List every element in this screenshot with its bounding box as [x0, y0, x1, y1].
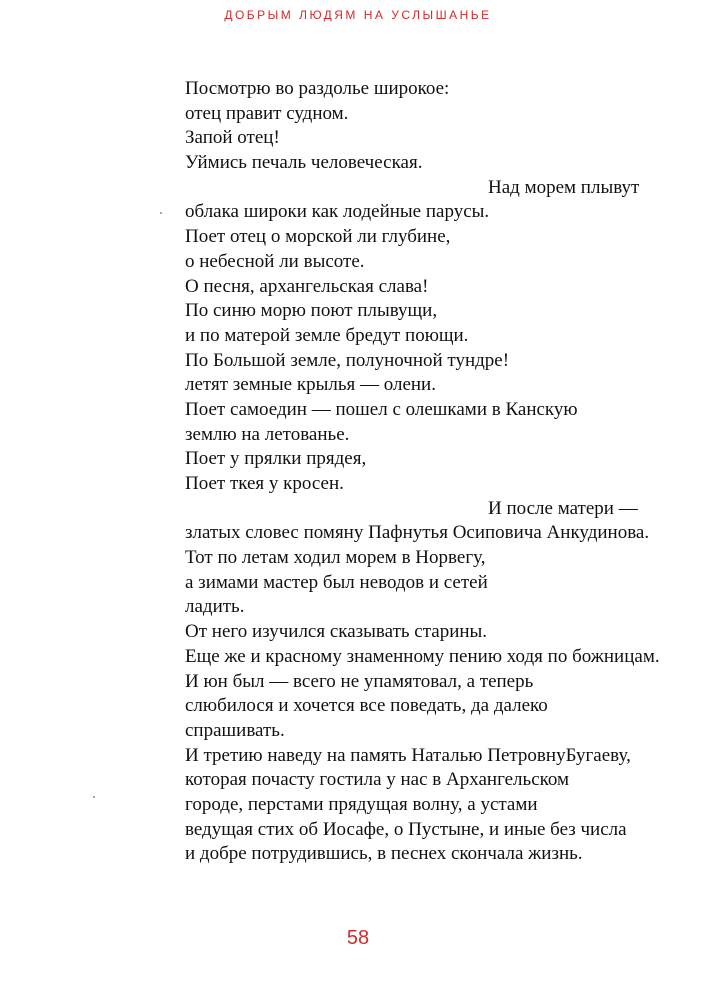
poem-line-indented: И после матери —	[488, 497, 638, 519]
poem-line: о небесной ли высоте.	[185, 250, 365, 272]
poem-line: По Большой земле, полуночной тундре!	[185, 349, 510, 371]
poem-line: Посмотрю во раздолье широкое:	[185, 78, 450, 99]
poem-line: и добре потрудившись, в песнех скончала жизнь.	[185, 843, 583, 865]
poem-line: землю на летованье.	[185, 423, 350, 445]
running-header: ДОБРЫМ ЛЮДЯМ НА УСЛЫШАНЬЕ	[224, 8, 492, 22]
poem-line: Поет самоедин — пошел с олешками в Канскую	[185, 398, 578, 420]
poem-line-indented: Над морем плывут	[488, 176, 640, 198]
poem-line: ладить.	[185, 596, 245, 618]
poem-line: Поет ткея у кросен.	[185, 473, 344, 494]
poem-line: По синю морю поют плывущи,	[185, 300, 438, 322]
poem-line: От него изучился сказывать старины.	[185, 621, 488, 643]
poem-line: Уймись печаль человеческая.	[185, 152, 423, 174]
page-number: 58	[346, 927, 370, 949]
poem-line: слюбилося и хочется все поведать, да далеко	[185, 695, 548, 717]
poem-line: а зимами мастер был неводов и сетей	[185, 571, 488, 593]
poem-line: спрашивать.	[185, 719, 285, 741]
poem-line: ведущая стих об Иосафе, о Пустыне, и иные без числа	[185, 818, 627, 840]
poem-line: О песня, архангельская слава!	[185, 275, 429, 297]
poem-line: отец правит судном.	[185, 102, 349, 124]
poem-line: городе, перстами прядущая волну, а устами	[185, 793, 538, 815]
poem-line: Тот по летам ходил морем в Норвегу,	[185, 547, 486, 569]
poem-text	[185, 77, 695, 867]
poem-line: и по матерой земле бредут поющи.	[185, 324, 469, 346]
poem-line: И юн был — всего не упамятовал, а теперь	[185, 670, 534, 692]
poem-line: Еще же и красному знаменному пению ходя по божницам.	[185, 645, 660, 667]
poem-line: летят земные крылья — олени.	[185, 374, 436, 396]
poem-line: И третию наведу на память Наталью ПетровнуБугаеву,	[185, 744, 631, 766]
scan-speck	[93, 796, 95, 798]
poem-line: Поет у прялки прядея,	[185, 448, 367, 470]
poem-line: Запой отец!	[185, 127, 280, 149]
scan-speck	[160, 212, 162, 214]
poem-line: златых словес помяну Пафнутья Осиповича Анкудинова.	[185, 522, 650, 544]
poem-line: которая почасту гостила у нас в Архангельском	[185, 769, 570, 791]
poem-line: облака широки как лодейные парусы.	[185, 201, 490, 223]
poem-line: Поет отец о морской ли глубине,	[185, 226, 451, 248]
